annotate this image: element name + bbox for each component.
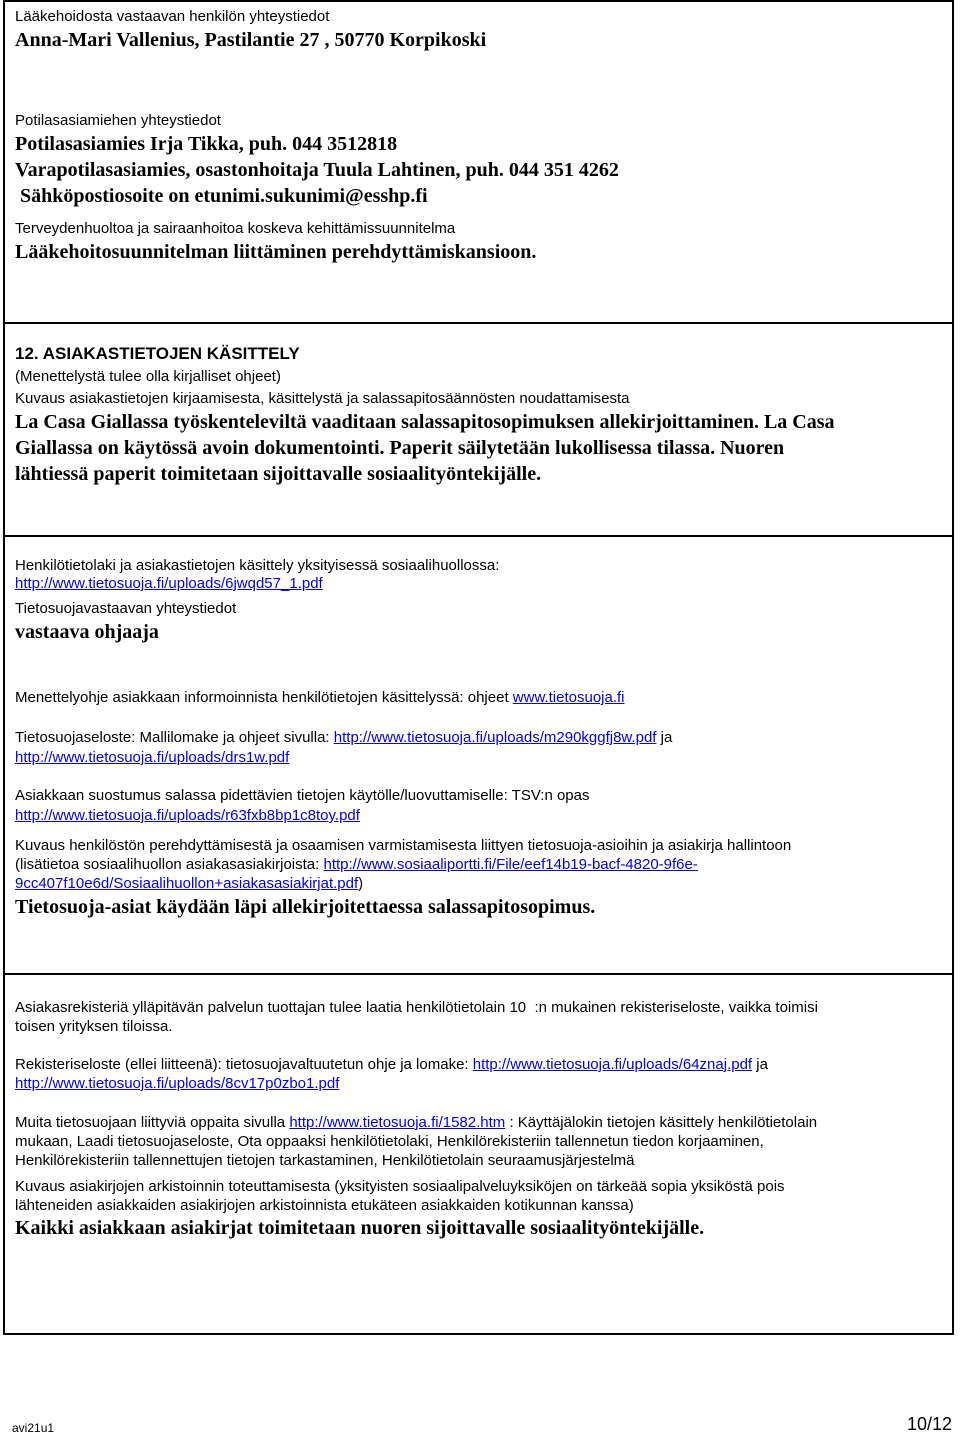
registry-line-2: toisen yrityksen tiloissa.	[15, 1018, 173, 1035]
ombudsman-email: Sähköpostiosoite on etunimi.sukunimi@esshp.fi	[15, 185, 428, 207]
description-line-2: Giallassa on käytössä avoin dokumentointi. Paperit säilytetään lukollisessa tilassa. Nuoren	[15, 437, 785, 459]
document-code: avi21u1	[12, 1421, 55, 1435]
description-line-3: lähtiessä paperit toimitetaan sijoittavalle sosiaalityöntekijälle.	[15, 463, 542, 485]
registry-line-1: Asiakasrekisteriä ylläpitävän palvelun tuottajan tulee laatia henkilötietolain 10 :n mukainen rekisteriseloste, vaikka toimisi	[15, 999, 818, 1016]
statement-and: ja	[656, 729, 673, 746]
client-data-section	[3, 322, 954, 537]
training-link-part-2[interactable]: 9cc407f10e6d/Sosiaalihuollon+asiakasasiakirjat.pdf	[15, 875, 359, 892]
statement-text: Tietosuojaseloste: Mallilomake ja ohjeet sivulla:	[15, 729, 334, 746]
medical-contact-label: Lääkehoidosta vastaavan henkilön yhteystiedot	[15, 8, 330, 25]
other-line-3: Henkilörekisteriin tallennettujen tietojen tarkastaminen, Henkilötietolain seuraamusjärjestelmä	[15, 1152, 635, 1169]
description-label: Kuvaus asiakastietojen kirjaamisesta, käsittelystä ja salassapitosäännösten noudattamisesta	[15, 390, 630, 407]
statement-link-1[interactable]: http://www.tietosuoja.fi/uploads/m290kggfj8w.pdf	[333, 729, 657, 746]
medical-contact-value: Anna-Mari Vallenius, Pastilantie 27 , 50770 Korpikoski	[15, 29, 487, 51]
training-line-2-text: (lisätietoa sosiaalihuollon asiakasasiakirjoista:	[15, 856, 324, 873]
training-link-part-1[interactable]: http://www.sosiaaliportti.fi/File/eef14b19-bacf-4820-9f6e-	[323, 856, 698, 873]
ombudsman-label: Potilasasiamiehen yhteystiedot	[15, 112, 221, 129]
archive-line-1: Kuvaus asiakirjojen arkistoinnin toteuttamisesta (yksityisten sosiaalipalveluyksiköjen on tärkeää sopia yksiköstä pois	[15, 1178, 785, 1195]
register-and: ja	[752, 1056, 768, 1073]
other-text: Muita tietosuojaan liittyviä oppaita sivulla	[15, 1114, 290, 1131]
privacy-contact-value: vastaava ohjaaja	[15, 621, 159, 643]
registry-section	[3, 973, 954, 1335]
other-line-2: mukaan, Laadi tietosuojaseloste, Ota oppaaksi henkilötietolaki, Henkilörekisteriin tallennetun tiedon korjaaminen,	[15, 1133, 764, 1150]
law-label: Henkilötietolaki ja asiakastietojen käsittely yksityisessä sosiaalihuollossa:	[15, 557, 500, 574]
contact-section	[3, 0, 954, 324]
page-number: 10/12	[906, 1414, 952, 1434]
archive-line-2: lähteneiden asiakkaiden asiakirjojen arkistoinnista etukäteen asiakkaiden kotikunnan kanssa)	[15, 1197, 634, 1214]
development-plan-label: Terveydenhuoltoa ja sairaanhoitoa koskeva kehittämissuunnitelma	[15, 220, 456, 237]
section-subheading: (Menettelystä tulee olla kirjalliset ohjeet)	[15, 368, 281, 385]
procedure-text: Menettelyohje asiakkaan informoinnista henkilötietojen käsittelyssä: ohjeet	[15, 689, 513, 706]
training-close: )	[358, 875, 364, 892]
development-plan-value: Lääkehoitosuunnitelman liittäminen perehdyttämiskansioon.	[15, 241, 537, 263]
register-link-2[interactable]: http://www.tietosuoja.fi/uploads/8cv17p0zbo1.pdf	[15, 1075, 340, 1092]
training-line-1: Kuvaus henkilöstön perehdyttämisestä ja osaamisen varmistamisesta liittyen tietosuoja-asioihin ja asiakirja hallintoon	[15, 837, 792, 854]
other-rest: : Käyttäjälokin tietojen käsittely henkilötietolain	[505, 1114, 818, 1131]
procedure-link[interactable]: www.tietosuoja.fi	[512, 689, 625, 706]
ombudsman-line-1: Potilasasiamies Irja Tikka, puh. 044 3512818	[15, 133, 398, 155]
privacy-contact-label: Tietosuojavastaavan yhteystiedot	[15, 600, 237, 617]
register-text: Rekisteriseloste (ellei liitteenä): tietosuojavaltuutetun ohje ja lomake:	[15, 1056, 473, 1073]
consent-link[interactable]: http://www.tietosuoja.fi/uploads/r63fxb8bp1c8toy.pdf	[15, 807, 360, 824]
section-heading: 12. ASIAKASTIETOJEN KÄSITTELY	[15, 344, 300, 363]
archive-value: Kaikki asiakkaan asiakirjat toimitetaan nuoren sijoittavalle sosiaalityöntekijälle.	[15, 1217, 705, 1239]
other-link[interactable]: http://www.tietosuoja.fi/1582.htm	[289, 1114, 506, 1131]
description-line-1: La Casa Giallassa työskenteleviltä vaaditaan salassapitosopimuksen allekirjoittaminen. La Casa	[15, 411, 835, 433]
register-link-1[interactable]: http://www.tietosuoja.fi/uploads/64znaj.pdf	[472, 1056, 753, 1073]
training-value: Tietosuoja-asiat käydään läpi allekirjoitettaessa salassapitosopimus.	[15, 896, 596, 918]
privacy-section	[3, 535, 954, 975]
law-link[interactable]: http://www.tietosuoja.fi/uploads/6jwqd57_1.pdf	[15, 575, 323, 592]
ombudsman-line-2: Varapotilasasiamies, osastonhoitaja Tuula Lahtinen, puh. 044 351 4262	[15, 159, 619, 181]
consent-text: Asiakkaan suostumus salassa pidettävien tietojen käytölle/luovuttamiselle: TSV:n opas	[15, 787, 590, 804]
statement-link-2[interactable]: http://www.tietosuoja.fi/uploads/drs1w.pdf	[15, 749, 290, 766]
